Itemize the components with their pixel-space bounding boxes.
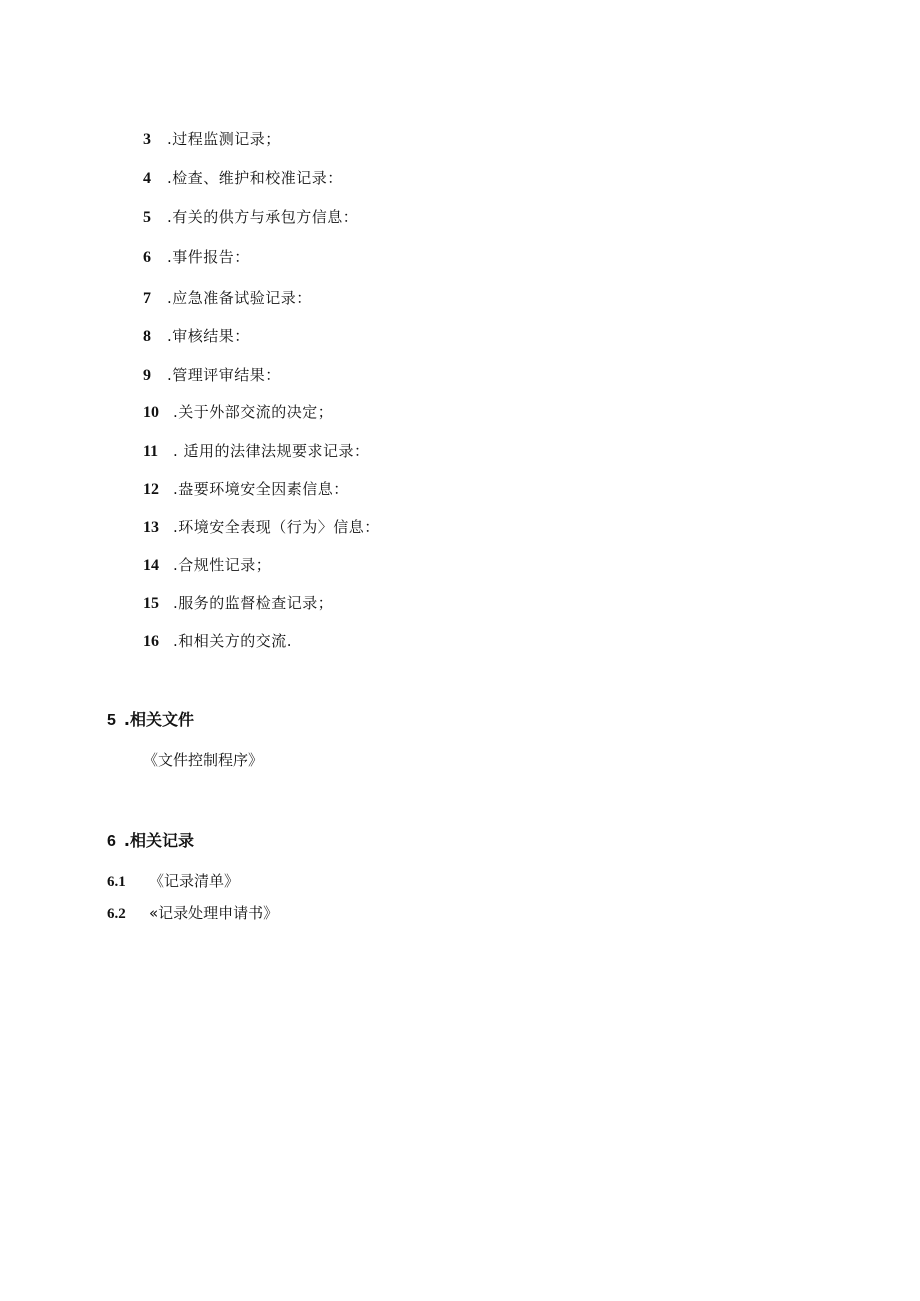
list-item [143, 205, 358, 229]
record-item-text: «记录处理申请书》 [149, 904, 279, 922]
list-item [143, 324, 250, 348]
list-item-text: .事件报告： [167, 248, 250, 266]
section-title: .相关文件 [123, 710, 194, 729]
list-item-number: 14 [143, 557, 159, 574]
list-item [143, 286, 312, 310]
section-number: 5 [107, 712, 116, 729]
list-item-text: . 适用的法律法规要求记录： [173, 442, 370, 460]
list-item-text: .检查、维护和校准记录： [167, 169, 343, 187]
list-item-text: .服务的监督检查记录； [173, 594, 334, 612]
list-item [143, 400, 333, 424]
list-item-number: 10 [143, 404, 159, 421]
list-item-number: 15 [143, 595, 159, 612]
list-item [143, 591, 333, 615]
record-item-number: 6.2 [107, 906, 126, 922]
document-reference: 《文件控制程序》 [143, 751, 264, 769]
section-heading-related-documents [107, 707, 194, 733]
list-item-number: 3 [143, 131, 151, 148]
list-item-number: 7 [143, 290, 151, 307]
section-heading-related-records [107, 828, 194, 854]
list-item-text: .合规性记录； [173, 556, 272, 574]
list-item-text: .应急准备试验记录： [167, 289, 312, 307]
list-item [143, 477, 349, 501]
list-item [143, 127, 281, 151]
list-item [143, 629, 292, 653]
list-item-number: 11 [143, 443, 159, 460]
list-item-text: .管理评审结果： [167, 366, 281, 384]
list-item-text: .盎要环境安全因素信息： [173, 480, 349, 498]
list-item-text: .关于外部交流的决定； [173, 403, 334, 421]
record-item-number: 6.1 [107, 874, 126, 890]
list-item [143, 439, 370, 463]
record-item [107, 870, 239, 892]
list-item [143, 553, 271, 577]
section-number: 6 [107, 833, 116, 850]
list-item-text: .环境安全表现（行为〉信息： [173, 518, 380, 536]
list-item-number: 16 [143, 633, 159, 650]
list-item-text: .和相关方的交流. [173, 632, 293, 650]
list-item-text: .审核结果： [167, 327, 250, 345]
list-item [143, 245, 250, 269]
list-item-number: 4 [143, 170, 151, 187]
list-item-text: .有关的供方与承包方信息： [167, 208, 359, 226]
list-item-text: .过程监测记录； [167, 130, 281, 148]
record-item-text: 《记录清单》 [149, 872, 240, 890]
list-item-number: 12 [143, 481, 159, 498]
list-item [143, 515, 380, 539]
list-item [143, 166, 343, 190]
list-item [143, 363, 281, 387]
section-title: .相关记录 [123, 831, 194, 850]
list-item-number: 6 [143, 249, 151, 266]
record-item [107, 902, 278, 924]
list-item-number: 5 [143, 209, 151, 226]
list-item-number: 8 [143, 328, 151, 345]
list-item-number: 13 [143, 519, 159, 536]
list-item-number: 9 [143, 367, 151, 384]
